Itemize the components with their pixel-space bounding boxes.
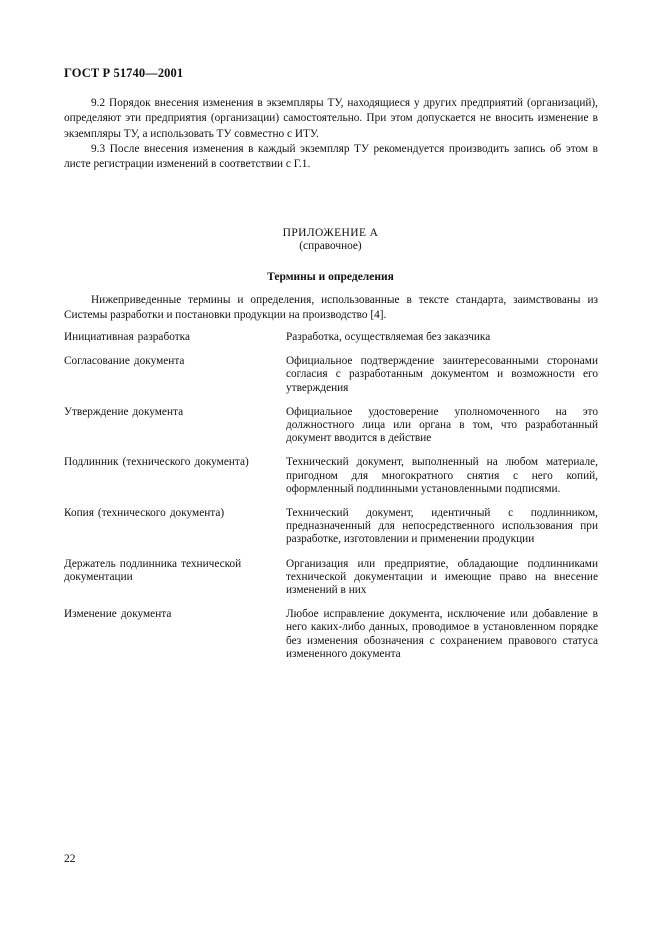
paragraph-9-2: 9.2 Порядок внесения изменения в экземпляры ТУ, находящиеся у других предприятий (организаций), определяют эти предприятия (организации) самостоятельно. При этом допускается не вносить изменение в экземпляры ТУ, а использовать ТУ совместно с ИТУ.	[64, 97, 598, 140]
term-definition: Технический документ, выполненный на любом материале, пригодном для многократного снятия с него копий, оформленный подлинными установленными подписями.	[286, 456, 598, 495]
term-row	[64, 331, 598, 344]
terms-list	[64, 331, 598, 672]
term-row	[64, 456, 598, 496]
document-code: ГОСТ Р 51740—2001	[64, 66, 184, 80]
term-definition: Технический документ, идентичный с подлинником, предназначенный для непосредственного использования при разработке, изготовлении и применении продукции	[286, 507, 598, 546]
paragraph-9-3: 9.3 После внесения изменения в каждый экземпляр ТУ рекомендуется производить запись об этом в листе регистрации изменений в соответствии с Г.1.	[64, 143, 598, 171]
term-name: Инициативная разработка	[64, 331, 190, 343]
term-name: Подлинник (технического документа)	[64, 456, 249, 469]
term-row	[64, 355, 598, 395]
term-row	[64, 406, 598, 446]
term-definition: Официальное подтверждение заинтересованными сторонами согласия с разработанным документом и возможности его утверждения	[286, 355, 598, 394]
term-row	[64, 608, 598, 661]
terms-section-title: Термины и определения	[267, 271, 394, 283]
page-number: 22	[64, 853, 76, 865]
term-definition: Официальное удостоверение уполномоченного на это должностного лица или органа в том, что разработанный документ вводится в действие	[286, 405, 598, 445]
term-name: Держатель подлинника технической документации	[64, 557, 242, 583]
term-name: Копия (технического документа)	[64, 507, 225, 520]
appendix-subtitle: (справочное)	[299, 240, 362, 252]
term-name: Изменение документа	[64, 608, 172, 621]
term-row	[64, 507, 598, 547]
term-definition: Организация или предприятие, обладающие подлинниками технической документации и имеющие право на внесение изменений в них	[286, 557, 598, 597]
terms-intro-paragraph: Нижеприведенные термины и определения, использованные в тексте стандарта, заимствованы из Системы разработки и постановки продукции на производство [4].	[64, 294, 598, 322]
term-name: Согласование документа	[64, 355, 185, 368]
term-name: Утверждение документа	[64, 405, 184, 418]
term-row	[64, 558, 598, 598]
appendix-title: ПРИЛОЖЕНИЕ А	[282, 227, 379, 239]
term-definition: Любое исправление документа, исключение или добавление в него каких-либо данных, проводимое в установленном порядке без изменения обозначения с сохранением правового статуса измененного документа	[286, 608, 598, 660]
term-definition: Разработка, осуществляемая без заказчика	[286, 331, 491, 343]
